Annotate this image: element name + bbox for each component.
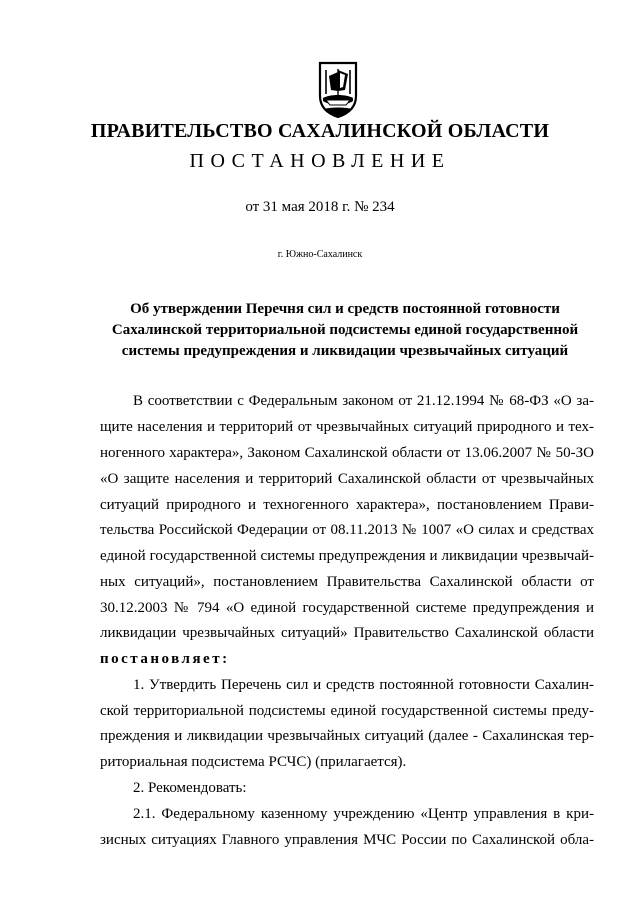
- body-line: В соответствии с Федеральным законом от 21.12.1994 № 68-ФЗ «О за-: [133, 393, 594, 409]
- city-name: г. Южно-Сахалинск: [277, 249, 363, 260]
- body-line: «О защите населения и территорий Сахалинской области от чрезвычайных: [100, 471, 594, 487]
- body-line: зисных ситуациях Главного управления МЧС России по Сахалинской обла-: [100, 832, 594, 848]
- body-line: тельства Российской Федерации от 08.11.2013 № 1007 «О силах и средствах: [100, 522, 594, 538]
- body-line: щите населения и территорий от чрезвычайных ситуаций природного и тех-: [100, 419, 594, 435]
- body-line: ногенного характера», Законом Сахалинской области от 13.06.2007 № 50-ЗО: [100, 445, 594, 461]
- body-line: 1. Утвердить Перечень сил и средств постоянной готовности Сахалин-: [133, 677, 594, 693]
- body-line: 30.12.2003 № 794 «О единой государственной системе предупреждения и: [100, 600, 594, 616]
- document-title: Об утверждении Перечня сил и средств постоянной готовности Сахалинской территориальной подсистемы единой государственной системы предупреждения и ликвидации чрезвычайных ситуаций: [111, 301, 579, 359]
- body-line: ликвидации чрезвычайных ситуаций» Правительство Сахалинской области: [100, 625, 594, 641]
- resolves-word: постановляет:: [100, 651, 230, 667]
- date-and-number: от 31 мая 2018 г. № 234: [245, 199, 395, 215]
- body-line: 2.1. Федеральному казенному учреждению «Центр управления в кри-: [133, 806, 594, 822]
- body-line: преждения и ликвидации чрезвычайных ситуаций (далее - Сахалинская тер-: [100, 728, 594, 744]
- body-line: ситуаций природного и техногенного характера», постановлением Прави-: [100, 497, 594, 513]
- body-line: единой государственной системы предупреждения и ликвидации чрезвычай-: [100, 548, 594, 564]
- coat-of-arms-emblem: [318, 60, 358, 118]
- organization-name: ПРАВИТЕЛЬСТВО САХАЛИНСКОЙ ОБЛАСТИ: [90, 120, 550, 142]
- body-line: ных ситуаций», постановлением Правительства Сахалинской области от: [100, 574, 594, 590]
- document-type: ПОСТАНОВЛЕНИЕ: [189, 150, 451, 172]
- body-line: 2. Рекомендовать:: [133, 780, 247, 796]
- body-line: риториальная подсистема РСЧС) (прилагается).: [100, 754, 407, 770]
- body-line: ской территориальной подсистемы единой государственной системы преду-: [100, 703, 594, 719]
